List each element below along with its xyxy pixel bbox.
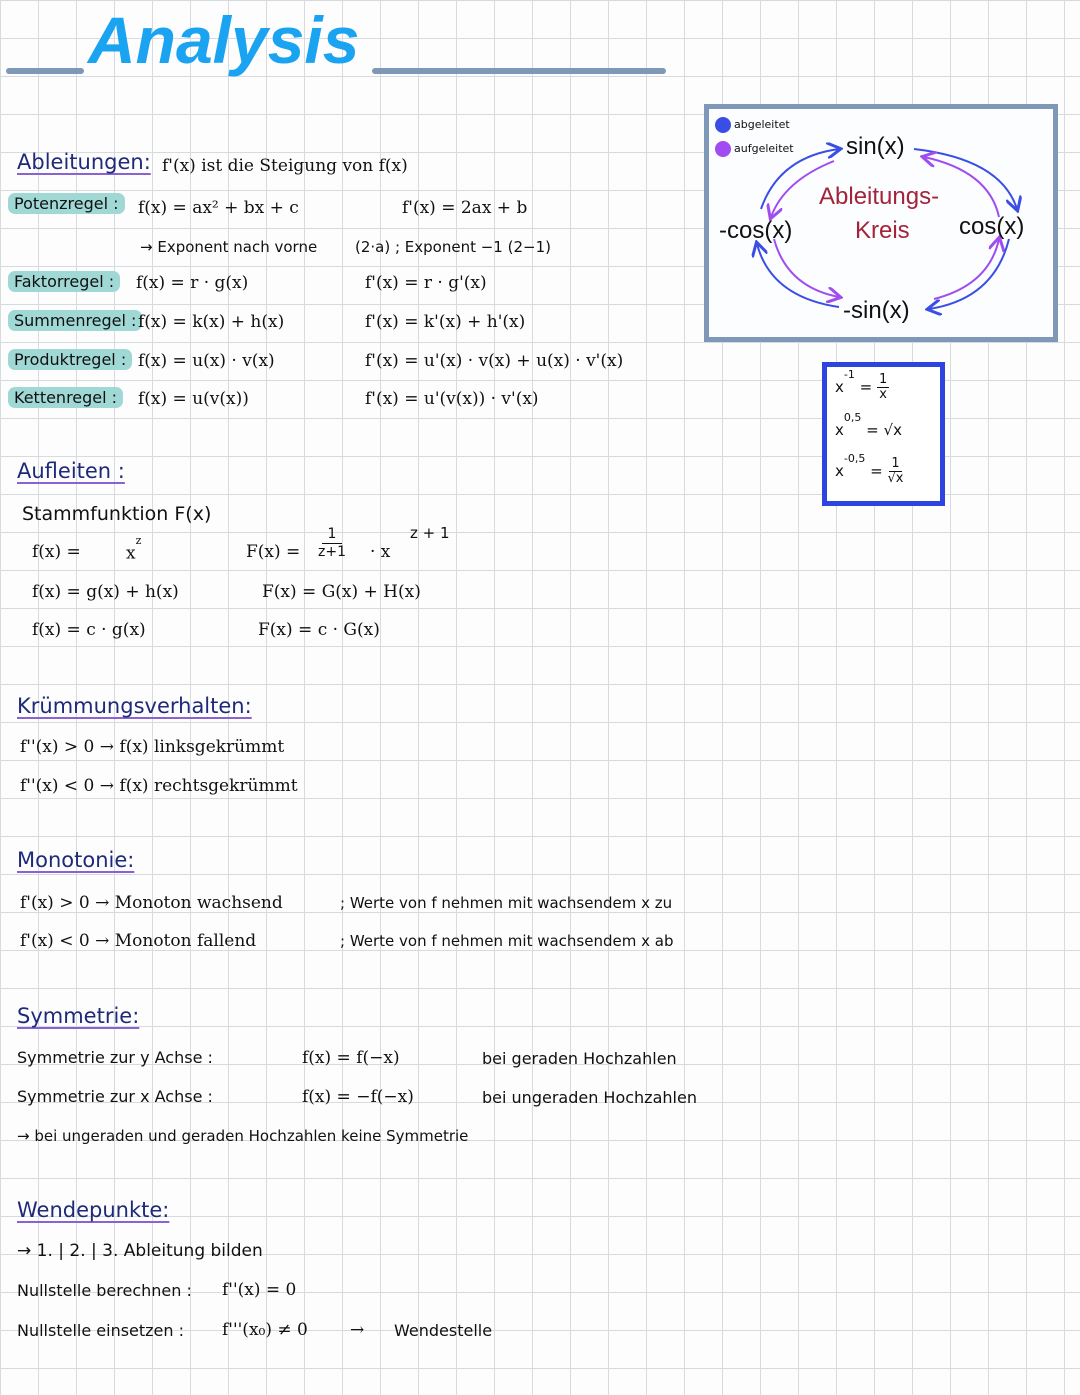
legend-abgeleitet xyxy=(715,117,790,133)
monotonie-row-1: f'(x) > 0 → Monoton wachsend xyxy=(20,893,283,913)
potenzregel-rhs: f'(x) = 2ax + b xyxy=(402,198,528,218)
wendepunkte-row-3-formula: f'''(x₀) ≠ 0 xyxy=(222,1320,308,1340)
wendepunkte-row-3-label: Nullstelle einsetzen : xyxy=(17,1321,185,1340)
potenz-r2-base: x xyxy=(835,421,844,439)
produktregel-lhs: f(x) = u(x) · v(x) xyxy=(138,351,275,371)
kettenregel-tag: Kettenregel : xyxy=(8,387,123,408)
page-title: Analysis xyxy=(88,3,360,77)
monotonie-row-1-note: ; Werte von f nehmen mit wachsendem x zu xyxy=(340,894,673,912)
title-line-right xyxy=(372,68,666,74)
aufleiten-r1-F: F(x) = xyxy=(246,542,301,562)
potenzregel-lhs: f(x) = ax² + bx + c xyxy=(138,198,299,218)
potenzregel-note-1: → Exponent nach vorne xyxy=(140,238,318,256)
potenz-r3-num: 1 xyxy=(891,456,900,471)
kruemmung-row-2: f''(x) < 0 → f(x) rechtsgekrümmt xyxy=(20,776,298,796)
symmetrie-y-label: Symmetrie zur y Achse : xyxy=(17,1048,213,1067)
ableitungen-heading: Ableitungen: xyxy=(17,150,151,174)
aufleiten-heading: Aufleiten : xyxy=(17,459,125,483)
potenz-r1-fraction xyxy=(877,373,889,402)
wendepunkte-row-2-label: Nullstelle berechnen : xyxy=(17,1281,192,1300)
kruemmung-heading: Krümmungsverhalten: xyxy=(17,694,252,718)
aufleiten-r1-x-exp: z xyxy=(135,534,142,547)
symmetrie-y-formula: f(x) = f(−x) xyxy=(302,1048,400,1068)
symmetrie-x-note: bei ungeraden Hochzahlen xyxy=(482,1088,697,1107)
symmetrie-y-note: bei geraden Hochzahlen xyxy=(482,1049,677,1068)
potenz-row-3 xyxy=(835,452,904,486)
potenzregel-note-2: (2·a) ; Exponent −1 (2−1) xyxy=(355,238,551,256)
wendepunkte-heading: Wendepunkte: xyxy=(17,1198,170,1222)
potenz-row-2 xyxy=(835,411,902,439)
wendepunkte-row-3-result: Wendestelle xyxy=(394,1321,493,1340)
kettenregel-rhs: f'(x) = u'(v(x)) · v'(x) xyxy=(365,389,539,409)
arrow-minus-sin-to-minus-cos xyxy=(757,244,839,307)
legend-aufgeleitet-label: aufgeleitet xyxy=(734,142,794,155)
wendepunkte-row-1: → 1. | 2. | 3. Ableitung bilden xyxy=(17,1241,263,1261)
legend-aufgeleitet xyxy=(715,141,794,157)
ableitungen-definition: f'(x) ist die Steigung von f(x) xyxy=(162,156,408,176)
potenz-r3-fraction xyxy=(887,457,903,486)
potenz-rules-box xyxy=(822,362,945,506)
potenz-r1-den: x xyxy=(879,387,887,402)
potenz-row-1 xyxy=(835,368,889,402)
aufleiten-r1-lhs: f(x) = xyxy=(32,542,81,562)
arrow-minus-cos-to-minus-sin xyxy=(774,239,839,297)
kreis-center-line2: Kreis xyxy=(855,217,910,244)
monotonie-heading: Monotonie: xyxy=(17,848,135,872)
aufleiten-r3-lhs: f(x) = c · g(x) xyxy=(32,620,146,640)
potenz-r2-value: √x xyxy=(883,421,902,439)
symmetrie-x-label: Symmetrie zur x Achse : xyxy=(17,1087,213,1106)
wendepunkte-row-2-formula: f''(x) = 0 xyxy=(222,1280,297,1300)
summenregel-lhs: f(x) = k(x) + h(x) xyxy=(138,312,285,332)
aufleiten-r2-lhs: f(x) = g(x) + h(x) xyxy=(32,582,179,602)
potenz-r2-equals: = xyxy=(866,421,884,439)
potenz-r3-exp: -0,5 xyxy=(843,452,866,465)
kreis-minus-cos: -cos(x) xyxy=(719,217,793,244)
produktregel-tag: Produktregel : xyxy=(8,349,132,370)
kreis-center-line1: Ableitungs- xyxy=(819,183,940,210)
potenz-r1-num: 1 xyxy=(878,372,888,387)
stammfunktion-label: Stammfunktion F(x) xyxy=(22,503,212,525)
potenz-r3-equals: = xyxy=(870,462,888,480)
legend-abgeleitet-dot xyxy=(715,117,731,133)
wendepunkte-row-3-arrow: → xyxy=(350,1320,365,1340)
potenz-r2-exp: 0,5 xyxy=(843,411,862,424)
symmetrie-x-formula: f(x) = −f(−x) xyxy=(302,1087,414,1107)
aufleiten-r1-x-base: x xyxy=(126,543,136,564)
summenregel-tag: Summenregel : xyxy=(8,310,142,331)
potenz-r1-equals: = xyxy=(859,378,877,396)
potenz-r1-base: x xyxy=(835,378,844,396)
potenz-r3-base: x xyxy=(835,462,844,480)
aufleiten-r1-den: z+1 xyxy=(318,544,346,560)
ableitungs-kreis-box xyxy=(704,104,1058,342)
summenregel-rhs: f'(x) = k'(x) + h'(x) xyxy=(365,312,526,332)
faktorregel-rhs: f'(x) = r · g'(x) xyxy=(365,273,487,293)
faktorregel-tag: Faktorregel : xyxy=(8,271,120,292)
aufleiten-r1-num: 1 xyxy=(322,526,343,544)
aufleiten-r1-x xyxy=(126,534,142,564)
title-line-left xyxy=(6,68,84,74)
kettenregel-lhs: f(x) = u(v(x)) xyxy=(138,389,249,409)
potenzregel-tag: Potenzregel : xyxy=(8,193,125,214)
potenz-r3-den: √x xyxy=(887,471,904,486)
faktorregel-lhs: f(x) = r · g(x) xyxy=(136,273,249,293)
symmetrie-heading: Symmetrie: xyxy=(17,1004,140,1028)
symmetrie-note: → bei ungeraden und geraden Hochzahlen keine Symmetrie xyxy=(17,1127,469,1145)
kreis-sin: sin(x) xyxy=(846,133,905,160)
produktregel-rhs: f'(x) = u'(x) · v(x) + u(x) · v'(x) xyxy=(365,351,624,371)
legend-abgeleitet-label: abgeleitet xyxy=(734,118,790,131)
kreis-minus-sin: -sin(x) xyxy=(843,297,910,324)
aufleiten-r2-rhs: F(x) = G(x) + H(x) xyxy=(262,582,421,602)
kruemmung-row-1: f''(x) > 0 → f(x) linksgekrümmt xyxy=(20,737,285,757)
monotonie-row-2-note: ; Werte von f nehmen mit wachsendem x ab xyxy=(340,932,674,950)
potenz-r1-exp: -1 xyxy=(843,368,855,381)
kreis-cos: cos(x) xyxy=(959,213,1025,240)
aufleiten-r1-fraction xyxy=(318,526,346,561)
aufleiten-r1-exp: z + 1 xyxy=(410,524,450,542)
arrow-minus-sin-to-cos xyxy=(934,239,999,299)
monotonie-row-2: f'(x) < 0 → Monoton fallend xyxy=(20,931,257,951)
legend-aufgeleitet-dot xyxy=(715,141,731,157)
aufleiten-r3-rhs: F(x) = c · G(x) xyxy=(258,620,380,640)
aufleiten-r1-dotx: · x xyxy=(370,542,391,562)
